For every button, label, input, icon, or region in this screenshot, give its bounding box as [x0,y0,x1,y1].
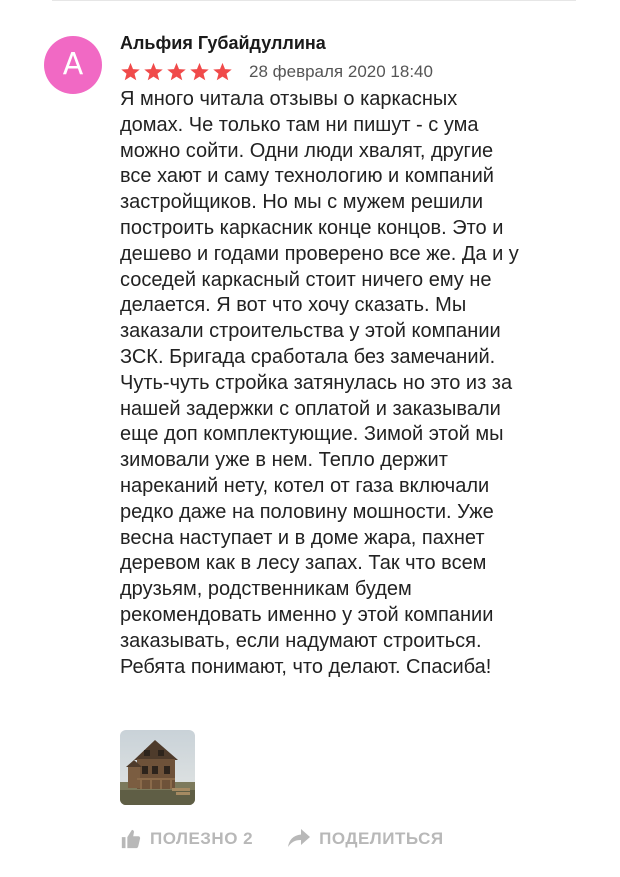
review-text-line: рекомендовать именно у этой компании [120,603,494,626]
review-text-line: весна наступает и в доме жара, пахнет [120,526,485,549]
rating-stars [120,62,235,82]
avatar: А [44,36,102,94]
review-text-line: еще доп комплектующие. Зимой этой мы [120,423,504,446]
review-text-line: можно сойти. Одни люди хвалят, другие [120,139,494,162]
star-icon [189,62,210,82]
review-text-line: друзьям, родственникам будем [120,578,412,601]
top-divider [52,0,576,1]
review-date: 28 февраля 2020 18:40 [249,62,433,81]
star-icon [143,62,164,82]
star-icon [166,62,187,82]
useful-button[interactable] [120,828,253,850]
author-name: Альфия Губайдуллина [120,33,326,53]
rating-row [120,61,433,83]
useful-label: ПОЛЕЗНО 2 [150,829,254,848]
review-text-line: дешево и годами проверено все же. Да и у [120,242,519,265]
review-text-line: домах. Че только там ни пишут - с ума [120,113,479,136]
review-text-line: заказывать, если надумают строиться. [120,629,482,652]
review-text-line: деревом как в лесу запах. Так что всем [120,552,487,575]
review-text-line: зимовали уже в нем. Тепло держит [120,449,448,472]
review-text-line: Ребята понимают, что делают. Спасиба! [120,655,492,678]
review-text-line: нашей задержки с оплатой и заказывали [120,397,501,420]
review-actions [120,826,444,852]
review-text-line: Я много читала отзывы о каркасных [120,88,458,110]
review-text-line: нареканий нету, котел от газа включали [120,474,490,497]
review-text [120,87,590,680]
thumbs-up-icon [120,828,142,850]
review-text-line: построить каркасник конце концов. Это и [120,216,504,239]
star-icon [120,62,141,82]
review-text-line: редко даже на половину мошности. Уже [120,500,494,523]
review-text-line: соседей каркасный стоит ничего ему не [120,268,492,291]
review-text-line: все хают и саму технологию и компаний [120,165,494,188]
share-arrow-icon [287,828,311,850]
review-photo-thumbnail[interactable] [120,730,195,805]
share-button[interactable] [287,828,444,850]
review-text-line: делается. Я вот что хочу сказать. Мы [120,294,467,317]
share-label: ПОДЕЛИТЬСЯ [319,829,444,848]
star-icon [212,62,233,82]
review-text-line: Чуть-чуть стройка затянулась но это из за [120,371,513,394]
review-text-line: ЗСК. Бригада сработала без замечаний. [120,345,496,368]
review-text-line: заказали строительства у этой компании [120,320,501,343]
review-text-line: застройщиков. Но мы с мужем решили [120,191,484,214]
